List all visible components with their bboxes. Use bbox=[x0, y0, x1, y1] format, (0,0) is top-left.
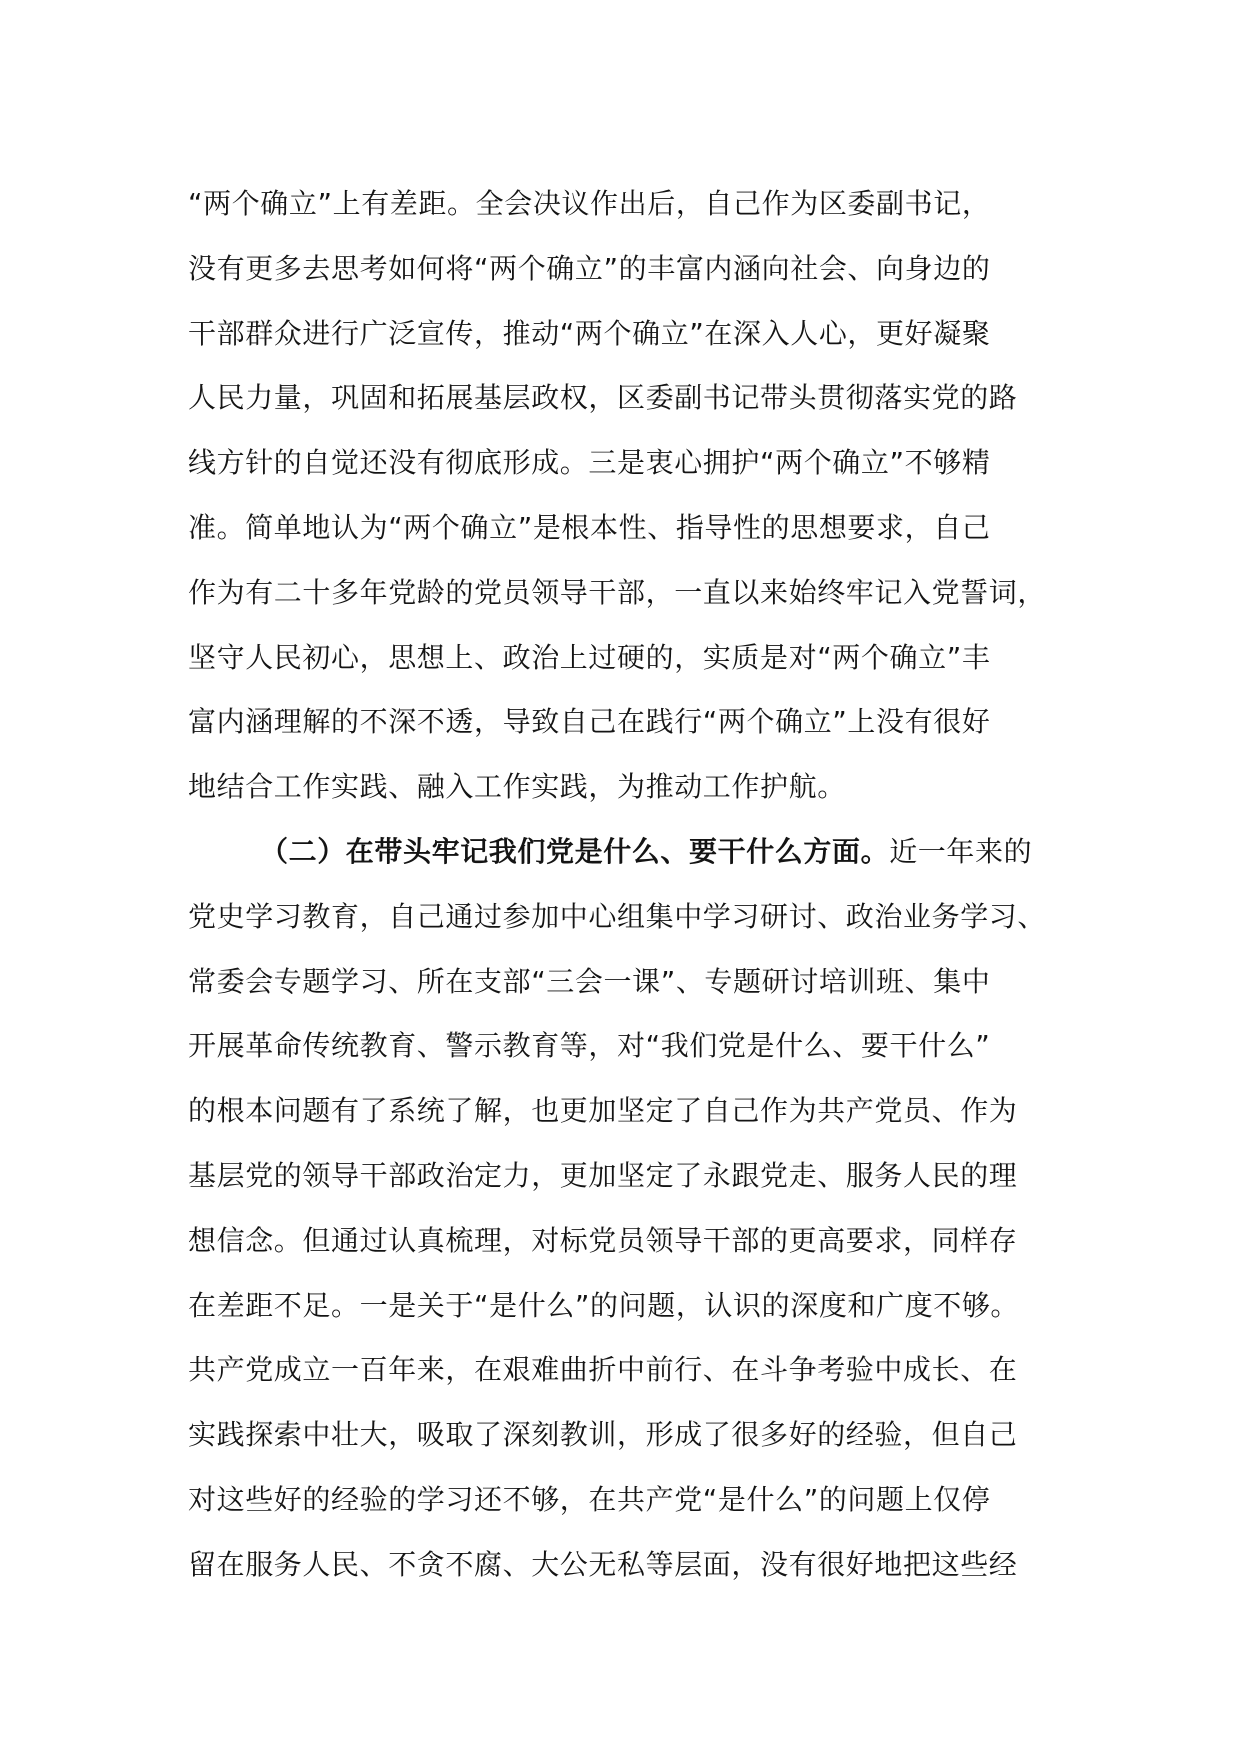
text-line: 富内涵理解的不深不透，导致自己在践行“两个确立”上没有很好 bbox=[188, 705, 991, 739]
text-line: 基层党的领导干部政治定力，更加坚定了永跟党走、服务人民的理 bbox=[188, 1158, 1018, 1192]
text-line: 实践探索中壮大，吸取了深刻教训，形成了很多好的经验，但自己 bbox=[188, 1418, 1018, 1452]
text-line: 线方针的自觉还没有彻底形成。三是衷心拥护“两个确立”不够精 bbox=[188, 446, 991, 480]
text-line: 对这些好的经验的学习还不够，在共产党“是什么”的问题上仅停 bbox=[188, 1482, 991, 1516]
section-heading-line bbox=[188, 820, 1088, 885]
body-text bbox=[188, 172, 1088, 1598]
text-line: 党史学习教育，自己通过参加中心组集中学习研讨、政治业务学习、 bbox=[188, 899, 1047, 933]
text-line: 共产党成立一百年来，在艰难曲折中前行、在斗争考验中成长、在 bbox=[188, 1353, 1018, 1387]
text-line: 准。简单地认为“两个确立”是根本性、指导性的思想要求，自己 bbox=[188, 510, 991, 544]
text-line: 常委会专题学习、所在支部“三会一课”、专题研讨培训班、集中 bbox=[188, 964, 991, 998]
text-line: 没有更多去思考如何将“两个确立”的丰富内涵向社会、向身边的 bbox=[188, 251, 991, 285]
section-heading-continuation: 近一年来的 bbox=[889, 834, 1033, 868]
text-line: 留在服务人民、不贪不腐、大公无私等层面，没有很好地把这些经 bbox=[188, 1547, 1018, 1581]
text-line: 的根本问题有了系统了解，也更加坚定了自己作为共产党员、作为 bbox=[188, 1094, 1018, 1128]
text-line: 人民力量，巩固和拓展基层政权，区委副书记带头贯彻落实党的路 bbox=[188, 381, 1018, 415]
section-heading: （二）在带头牢记我们党是什么、要干什么方面。 bbox=[260, 834, 890, 868]
text-line: 坚守人民初心，思想上、政治上过硬的，实质是对“两个确立”丰 bbox=[188, 640, 991, 674]
text-line: 想信念。但通过认真梳理，对标党员领导干部的更高要求，同样存 bbox=[188, 1223, 1018, 1257]
text-line: “两个确立”上有差距。全会决议作出后，自己作为区委副书记， bbox=[188, 187, 991, 220]
text-line: 地结合工作实践、融入工作实践，为推动工作护航。 bbox=[188, 770, 846, 804]
text-line: 作为有二十多年党龄的党员领导干部，一直以来始终牢记入党誓词， bbox=[188, 575, 1047, 609]
text-line: 干部群众进行广泛宣传，推动“两个确立”在深入人心，更好凝聚 bbox=[188, 316, 991, 350]
text-line: 开展革命传统教育、警示教育等，对“我们党是什么、要干什么” bbox=[188, 1029, 991, 1063]
text-line: 在差距不足。一是关于“是什么”的问题，认识的深度和广度不够。 bbox=[188, 1288, 1020, 1322]
